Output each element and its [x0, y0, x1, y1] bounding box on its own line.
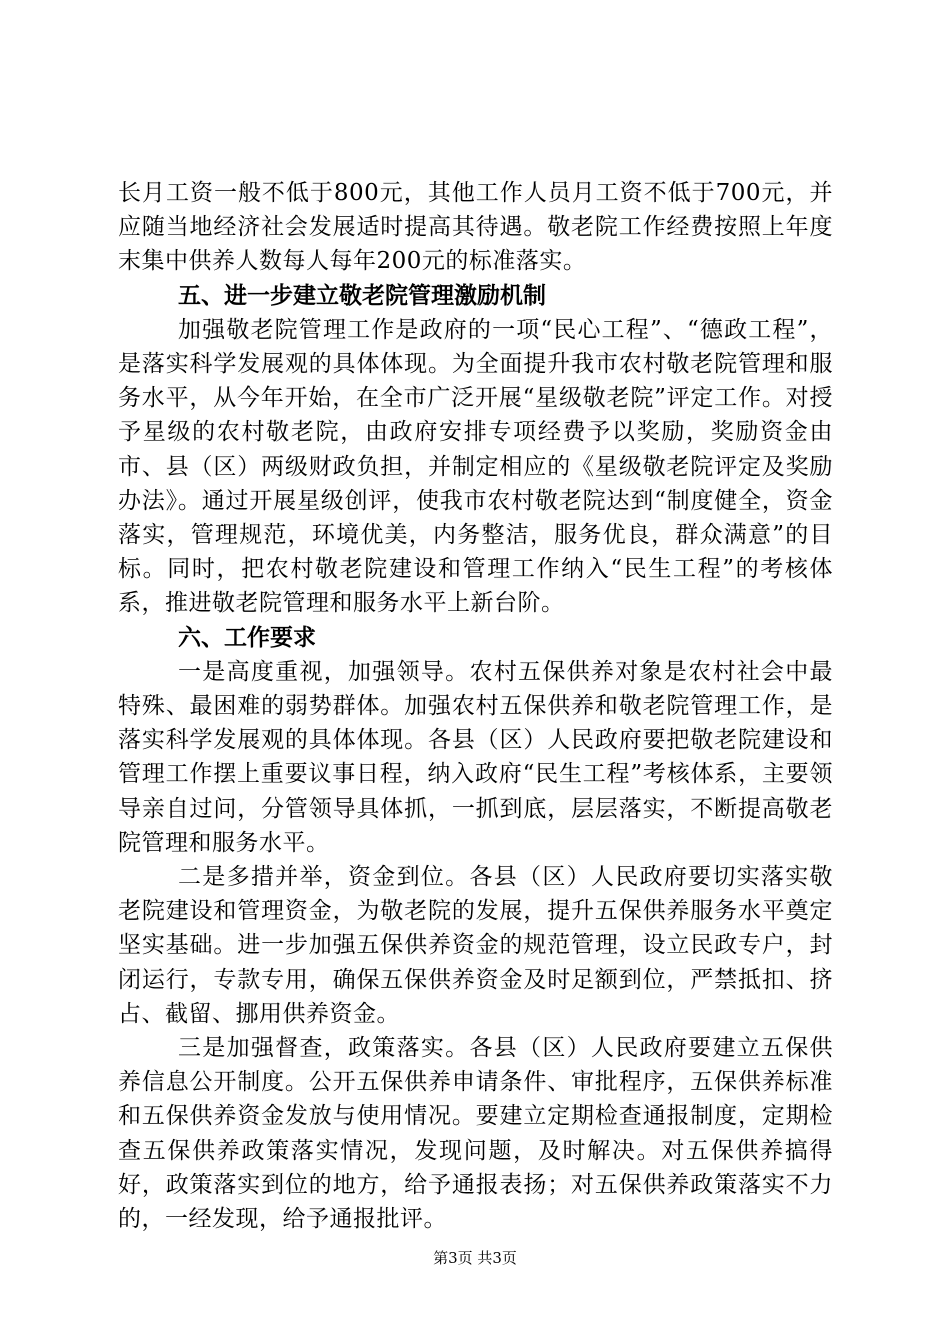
page-footer: 第3页 共3页: [433, 1249, 517, 1267]
paragraph-requirement-two: 二是多措并举，资金到位。各县（区）人民政府要切实落实敬老院建设和管理资金，为敬老院的发展，提升五保供养服务水平奠定坚实基础。进一步加强五保供养资金的规范管理，设立民政专户，封闭运行，专款专用，确保五保供养资金及时足额到位，严禁抵扣、挤占、截留、挪用供养资金。: [118, 864, 833, 1027]
section-heading-five: 五、进一步建立敬老院管理激励机制: [178, 282, 546, 309]
paragraph-salary: 长月工资一般不低于800元，其他工作人员月工资不低于700元，并应随当地经济社会发展适时提高其待遇。敬老院工作经费按照上年度末集中供养人数每人每年200元的标准落实。: [118, 180, 833, 275]
section-heading-six: 六、工作要求: [178, 624, 316, 651]
paragraph-requirement-one: 一是高度重视，加强领导。农村五保供养对象是农村社会中最特殊、最困难的弱势群体。加强农村五保供养和敬老院管理工作，是落实科学发展观的具体体现。各县（区）人民政府要把敬老院建设和管理工作摆上重要议事日程，纳入政府“民生工程”考核体系，主要领导亲自过问，分管领导具体抓，一抓到底，层层落实，不断提高敬老院管理和服务水平。: [118, 658, 833, 856]
paragraph-requirement-three: 三是加强督查，政策落实。各县（区）人民政府要建立五保供养信息公开制度。公开五保供养申请条件、审批程序，五保供养标准和五保供养资金发放与使用情况。要建立定期检查通报制度，定期检查五保供养政策落实情况，发现问题，及时解决。对五保供养搞得好，政策落实到位的地方，给予通报表扬；对五保供养政策落实不力的，一经发现，给予通报批评。: [118, 1035, 833, 1233]
document-body: [118, 176, 833, 1236]
paragraph-incentive: 加强敬老院管理工作是政府的一项“民心工程”、“德政工程”，是落实科学发展观的具体体现。为全面提升我市农村敬老院管理和服务水平，从今年开始，在全市广泛开展“星级敬老院”评定工作。对授予星级的农村敬老院，由政府安排专项经费予以奖励，奖励资金由市、县（区）两级财政负担，并制定相应的《星级敬老院评定及奖励办法》。通过开展星级创评，使我市农村敬老院达到“制度健全，资金落实，管理规范，环境优美，内务整洁，服务优良，群众满意”的目标。同时，把农村敬老院建设和管理工作纳入“民生工程”的考核体系，推进敬老院管理和服务水平上新台阶。: [118, 316, 833, 617]
